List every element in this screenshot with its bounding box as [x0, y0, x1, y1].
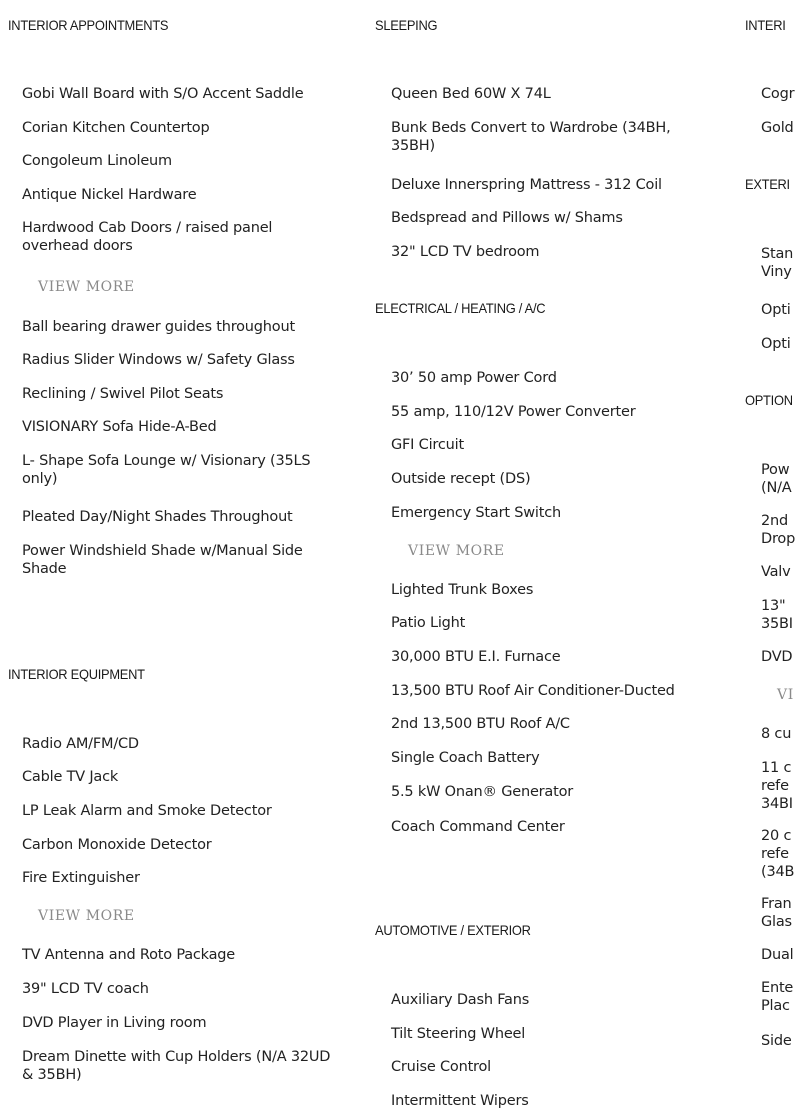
section-title: ELECTRICAL / HEATING / A/C — [375, 300, 546, 316]
list-item-line: Side — [761, 1033, 792, 1049]
list-item-line: Ente — [761, 980, 794, 996]
view-more-link[interactable]: VIEW MORE — [38, 908, 135, 924]
list-item-line: DVD — [761, 649, 793, 665]
list-item: Queen Bed 60W X 74L — [391, 86, 551, 102]
list-item-line: Drop — [761, 531, 796, 547]
list-item-line: 2nd — [761, 513, 789, 529]
list-item-line: 13" — [761, 598, 786, 614]
list-item — [761, 827, 799, 881]
list-item: Auxiliary Dash Fans — [391, 992, 530, 1008]
list-item: Pleated Day/Night Shades Throughout — [22, 509, 293, 525]
section-title: INTERIOR EQUIPMENT — [8, 666, 145, 682]
section-title: OPTION — [745, 392, 793, 408]
list-item — [761, 597, 799, 633]
section-title: INTERIOR APPOINTMENTS — [8, 17, 169, 33]
list-item — [761, 979, 799, 1015]
list-item-line: Valv — [761, 564, 791, 580]
list-item: Ball bearing drawer guides throughout — [22, 319, 295, 335]
list-item: L- Shape Sofa Lounge w/ Visionary (35LS only) — [22, 453, 311, 487]
list-item-line: Fran — [761, 896, 792, 912]
list-item: 13,500 BTU Roof Air Conditioner-Ducted — [391, 683, 675, 699]
list-item: DVD Player in Living room — [22, 1015, 207, 1031]
list-item: Intermittent Wipers — [391, 1093, 529, 1109]
list-item: 55 amp, 110/12V Power Converter — [391, 404, 636, 420]
list-item: Antique Nickel Hardware — [22, 187, 197, 203]
list-item — [761, 301, 799, 319]
section-title: EXTERI — [745, 176, 790, 192]
view-more-link[interactable]: VIEW MORE — [408, 543, 505, 559]
list-item — [761, 245, 799, 281]
list-item-line: 35BI — [761, 616, 793, 632]
list-item: Radio AM/FM/CD — [22, 736, 139, 752]
list-item-line: refe — [761, 778, 789, 794]
list-item: Gobi Wall Board with S/O Accent Saddle — [22, 86, 304, 102]
list-item — [761, 759, 799, 813]
list-item: VISIONARY Sofa Hide-A-Bed — [22, 419, 217, 435]
list-item: Cruise Control — [391, 1059, 492, 1075]
list-item: Deluxe Innerspring Mattress - 312 Coil — [391, 177, 662, 193]
list-item: Congoleum Linoleum — [22, 153, 172, 169]
list-item — [761, 335, 799, 353]
list-item: Tilt Steering Wheel — [391, 1026, 526, 1042]
list-item: Emergency Start Switch — [391, 505, 561, 521]
view-more-link[interactable]: VI — [777, 687, 794, 703]
list-item: GFI Circuit — [391, 437, 464, 453]
list-item: 5.5 kW Onan® Generator — [391, 784, 574, 800]
list-item: Radius Slider Windows w/ Safety Glass — [22, 352, 295, 368]
list-item-line: Cogr — [761, 86, 795, 102]
list-item-line: Glas — [761, 914, 792, 930]
section-title: INTERI — [745, 17, 786, 33]
list-item-line: Stan — [761, 246, 794, 262]
list-item: Bunk Beds Convert to Wardrobe (34BH, 35BH) — [391, 120, 671, 154]
list-item-line: 34BI — [761, 796, 793, 812]
list-item-line: 20 c — [761, 828, 792, 844]
list-item — [761, 119, 799, 137]
list-item-line: Dual — [761, 947, 794, 963]
list-item-line: (34B — [761, 864, 795, 880]
list-item: Cable TV Jack — [22, 769, 119, 785]
list-item — [761, 648, 799, 666]
list-item — [761, 1032, 799, 1050]
list-item-line: Plac — [761, 998, 790, 1014]
list-item — [761, 895, 799, 931]
list-item: Carbon Monoxide Detector — [22, 837, 212, 853]
list-item: Lighted Trunk Boxes — [391, 582, 534, 598]
view-more-link[interactable]: VIEW MORE — [38, 279, 135, 295]
list-item-line: 8 cu — [761, 726, 792, 742]
list-item-line: 11 c — [761, 760, 792, 776]
list-item — [761, 563, 799, 581]
list-item — [761, 461, 799, 497]
list-item-line: Viny — [761, 264, 792, 280]
list-item-line: Opti — [761, 302, 791, 318]
list-item: Coach Command Center — [391, 819, 565, 835]
list-item-line: Gold — [761, 120, 794, 136]
section-title: SLEEPING — [375, 17, 438, 33]
list-item: Patio Light — [391, 615, 466, 631]
list-item — [761, 946, 799, 964]
list-item: Outside recept (DS) — [391, 471, 531, 487]
list-item: Bedspread and Pillows w/ Shams — [391, 210, 623, 226]
list-item: Fire Extinguisher — [22, 870, 140, 886]
list-item: 30’ 50 amp Power Cord — [391, 370, 557, 386]
list-item: LP Leak Alarm and Smoke Detector — [22, 803, 272, 819]
list-item-line: Opti — [761, 336, 791, 352]
list-item: Single Coach Battery — [391, 750, 540, 766]
list-item: Dream Dinette with Cup Holders (N/A 32UD & 35BH) — [22, 1049, 331, 1083]
list-item — [761, 725, 799, 743]
list-item: Corian Kitchen Countertop — [22, 120, 210, 136]
list-item: 32" LCD TV bedroom — [391, 244, 540, 260]
section-title: AUTOMOTIVE / EXTERIOR — [375, 922, 531, 938]
list-item-line: (N/A — [761, 480, 792, 496]
list-item: 30,000 BTU E.I. Furnace — [391, 649, 561, 665]
list-item: TV Antenna and Roto Package — [22, 947, 236, 963]
list-item — [761, 512, 799, 548]
list-item-line: refe — [761, 846, 789, 862]
list-item: Power Windshield Shade w/Manual Side Shade — [22, 543, 303, 577]
list-item: 39" LCD TV coach — [22, 981, 149, 997]
list-item: Reclining / Swivel Pilot Seats — [22, 386, 224, 402]
list-item-line: Pow — [761, 462, 790, 478]
list-item: 2nd 13,500 BTU Roof A/C — [391, 716, 570, 732]
list-item — [761, 85, 799, 103]
list-item: Hardwood Cab Doors / raised panel overhead doors — [22, 220, 273, 254]
